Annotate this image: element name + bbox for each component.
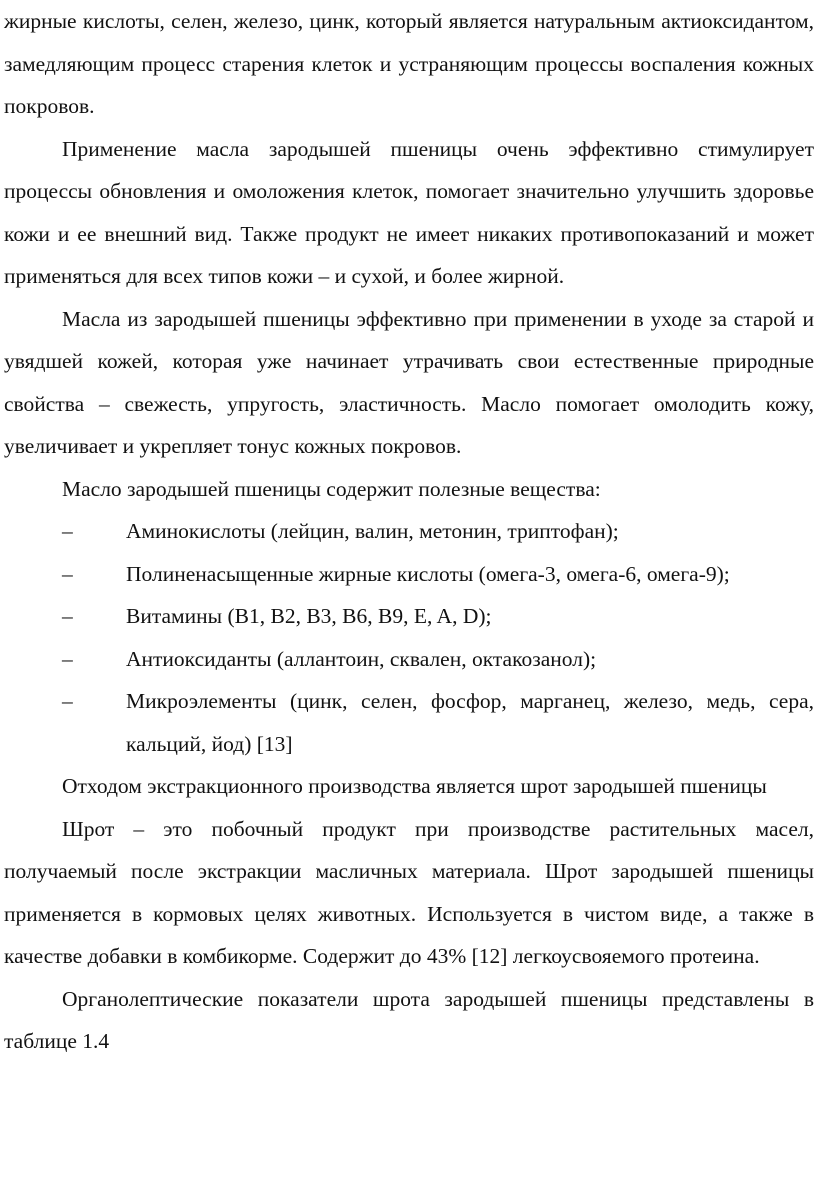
paragraph-1: жирные кислоты, селен, железо, цинк, который является натуральным актиоксидантом, замедляющим процесс старения клеток и устраняющим процессы воспаления кожных покровов. [4,9,814,118]
dash-bullet-icon: – [62,519,73,543]
list-item-text: Витамины (B1, B2, B3, B6, B9, E, A, D); [126,604,492,628]
list-item-text: Аминокислоты (лейцин, валин, метонин, триптофан); [126,519,619,543]
list-item-text: Антиоксиданты (аллантоин, сквален, октакозанол); [126,646,597,671]
dash-bullet-icon: – [62,646,73,671]
paragraph-2: Применение масла зародышей пшеницы очень эффективно стимулирует процессы обновления и омоложения клеток, помогает значительно улучшить здоровье кожи и ее внешний вид. Также продукт не имеет никаких противопоказаний и может применяться для всех типов кожи – и сухой, и более жирной. [4,136,814,288]
paragraph-5: Отходом экстракционного производства является шрот зародышей пшеницы [62,774,767,798]
paragraph-6: Шрот – это побочный продукт при производстве растительных масел, получаемый после экстракции масличных материала. Шрот зародышей пшеницы применяется в кормовых целях животных. Используется в чистом виде, а также в качестве добавки в комбикорме. Содержит до 43% [12] легкоусвояемого протеина. [4,816,814,968]
list-item [4,680,814,765]
list-item [4,553,814,596]
paragraph-7: Органолептические показатели шрота зародышей пшеницы представлены в таблице 1.4 [4,986,814,1053]
paragraph-3: Масла из зародышей пшеницы эффективно при применении в уходе за старой и увядшей кожей, которая уже начинает утрачивать свои естественные природные свойства – свежесть, упругость, эластичность. Масло помогает омолодить кожу, увеличивает и укрепляет тонус кожных покровов. [4,306,814,458]
list-item-text: Полиненасыщенные жирные кислоты (омега-3, омега-6, омега-9); [126,561,730,586]
list-item [4,510,814,553]
list-item [4,638,814,681]
nutrients-list [4,510,814,765]
dash-bullet-icon: – [62,604,73,628]
dash-bullet-icon: – [62,689,73,713]
dash-bullet-icon: – [62,561,73,586]
paragraph-4: Масло зародышей пшеницы содержит полезные вещества: [62,476,601,501]
list-item-text: Микроэлементы (цинк, селен, фосфор, марганец, железо, медь, сера, кальций, йод) [13] [126,689,814,756]
list-item [4,595,814,638]
